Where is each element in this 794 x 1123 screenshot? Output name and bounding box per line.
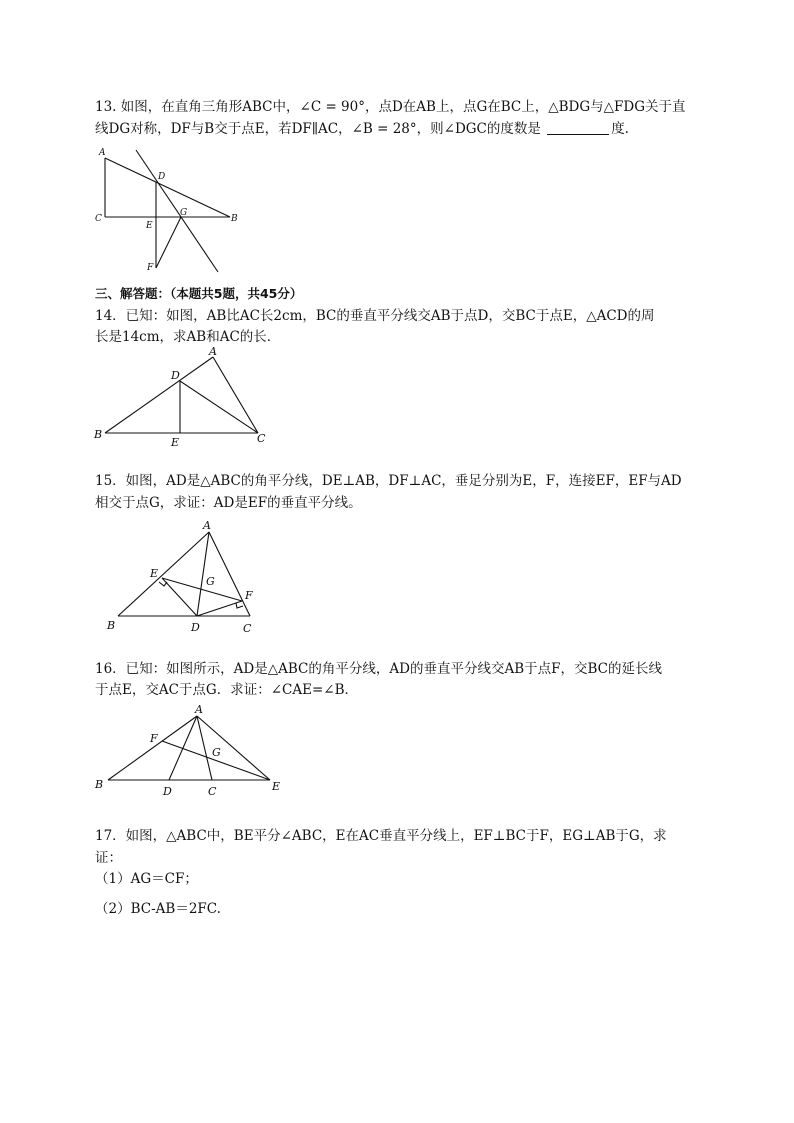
q16-label-D: D — [163, 785, 172, 798]
q13-label-D: D — [158, 172, 166, 182]
q16-label-A: A — [195, 703, 203, 716]
q13-text-line2-a: 线DG对称，DF与B交于点E，若DF∥AC，∠B = 28°，则∠DGC的度数是 — [95, 121, 541, 137]
q16-label-C: C — [208, 785, 217, 798]
q14-text-line1: 14．已知：如图，AB比AC长2cm，BC的垂直平分线交AB于点D，交BC于点E，△ACD的周 — [95, 308, 655, 324]
q15-label-F: F — [245, 589, 253, 602]
q13-label-C: C — [95, 214, 102, 224]
q16-segment-AC — [197, 716, 212, 780]
q14-text-line2: 长是14cm，求AB和AC的长． — [95, 329, 281, 345]
section-heading: 三、解答题：（本题共5题，共45分） — [95, 286, 303, 301]
q16-text-line1: 16．已知：如图所示，AD是△ABC的角平分线，AD的垂直平分线交AB于点F，交BC的延长线 — [95, 661, 662, 677]
q13-text-line1: 13. 如图，在直角三角形ABC中，∠C = 90°，点D在AB上，点G在BC上，△BDG与△FDG关于直 — [95, 99, 686, 115]
q17-text-line1: 17．如图，△ABC中，BE平分∠ABC，E在AC垂直平分线上，EF⊥BC于F，EG⊥AB于G，求 — [95, 828, 667, 844]
q13-label-E: E — [146, 221, 153, 231]
q17-part2: （2）BC-AB＝2FC. — [95, 901, 221, 917]
q15-label-G: G — [206, 575, 215, 588]
q13-label-G: G — [180, 208, 188, 218]
q16-label-B: B — [95, 778, 104, 791]
q15-label-C: C — [243, 622, 252, 635]
q17-text-line2: 证： — [95, 850, 122, 866]
q15-text-line2: 相交于点G，求证：AD是EF的垂直平分线。 — [95, 495, 362, 511]
q14-label-C: C — [257, 432, 266, 445]
q13-text-line2-b: 度. — [611, 121, 629, 137]
q15-text-line1: 15．如图，AD是△ABC的角平分线，DE⊥AB，DF⊥AC，垂足分别为E，F，连接EF，EF与AD — [95, 473, 682, 489]
q13-label-F: F — [147, 263, 154, 273]
q15-label-D: D — [191, 621, 200, 634]
q14-label-D: D — [171, 369, 180, 382]
q17-part1: （1）AG＝CF； — [95, 871, 198, 887]
q16-label-G: G — [212, 746, 221, 759]
q16-label-F: F — [150, 732, 158, 745]
q14-label-B: B — [94, 428, 103, 441]
q14-label-A: A — [209, 345, 217, 358]
q16-segment-AB — [108, 716, 197, 780]
q14-label-E: E — [171, 436, 180, 449]
q15-label-B: B — [107, 619, 116, 632]
q13-label-B: B — [231, 214, 238, 224]
q13-label-A: A — [99, 148, 106, 158]
q16-text-line2: 于点E，交AC于点G．求证：∠CAE=∠B． — [95, 682, 359, 698]
q16-label-E: E — [272, 780, 281, 793]
q15-label-E: E — [150, 567, 159, 580]
q16-segment-AE — [197, 716, 270, 780]
q15-label-A: A — [203, 519, 211, 532]
